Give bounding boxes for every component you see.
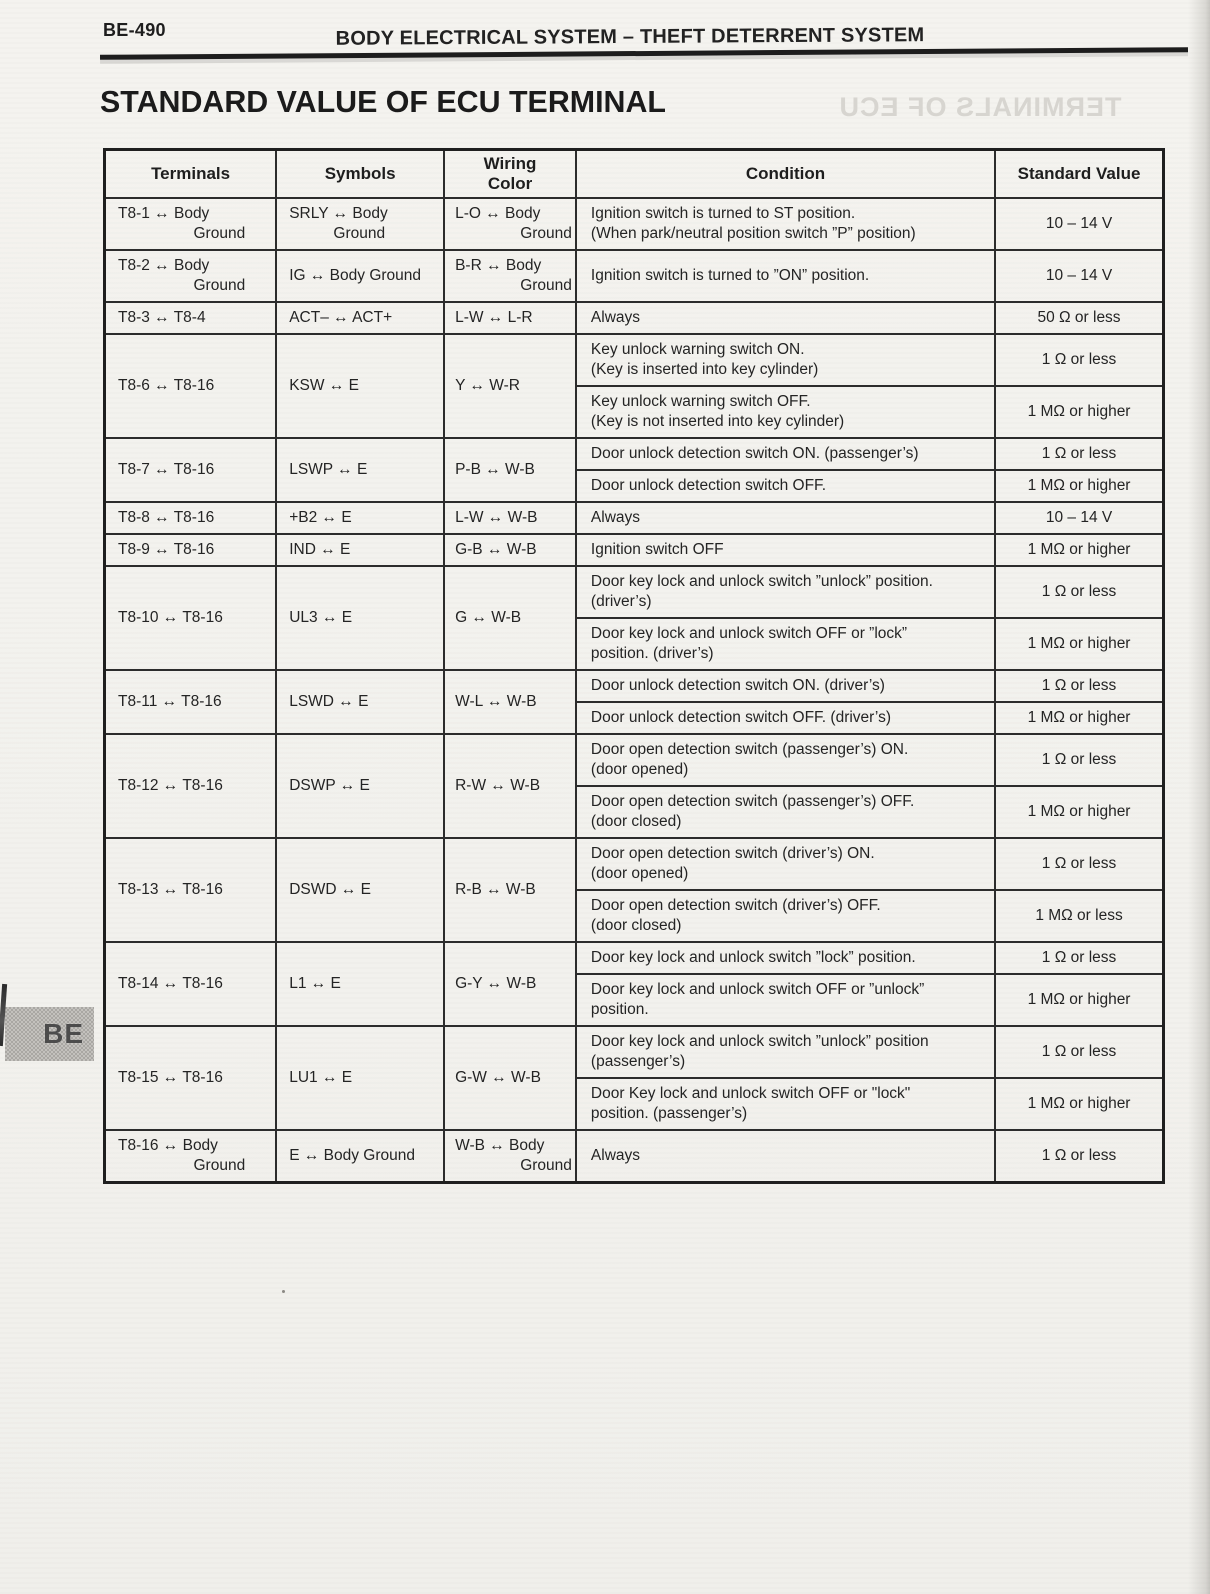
condition-cell	[576, 702, 995, 734]
wiring-color-cell	[444, 334, 576, 438]
condition-cell	[576, 838, 995, 890]
symbols-cell	[276, 438, 444, 502]
cell-line: position.	[590, 1000, 649, 1018]
condition-cell	[576, 734, 995, 786]
cell-line: G ↔ W-B	[455, 608, 522, 626]
wiring-color-cell	[444, 838, 576, 942]
cell-line: Door open detection switch (passenger’s) OFF.	[590, 792, 915, 810]
wiring-color-cell	[444, 502, 576, 534]
symbols-cell	[276, 1130, 444, 1183]
cell-line: Door Key lock and unlock switch OFF or "lock"	[590, 1084, 911, 1102]
cell-line: (driver’s)	[590, 592, 652, 610]
cell-line: LU1 ↔ E	[289, 1068, 353, 1086]
cell-line: (door closed)	[590, 812, 682, 830]
standard-value-cell: 1 Ω or less	[995, 566, 1163, 618]
condition-cell	[576, 534, 995, 566]
cell-line: T8-12 ↔ T8-16	[118, 776, 223, 794]
cell-line: L1 ↔ E	[289, 974, 341, 992]
cell-line: Condition	[745, 163, 826, 183]
condition-cell	[576, 974, 995, 1026]
symbols-cell	[276, 942, 444, 1026]
standard-value-cell: 1 Ω or less	[995, 734, 1163, 786]
cell-line: T8-9 ↔ T8-16	[118, 540, 215, 558]
standard-value-cell: 1 MΩ or higher	[995, 786, 1163, 838]
cell-line: T8-16 ↔ Body	[118, 1136, 218, 1154]
condition-cell	[576, 942, 995, 974]
terminals-cell	[105, 670, 277, 734]
table-row	[105, 1130, 1164, 1183]
cell-line: (door opened)	[590, 760, 689, 778]
cell-line: P-B ↔ W-B	[455, 460, 535, 478]
table-row	[105, 502, 1164, 534]
standard-value-cell: 1 MΩ or higher	[995, 534, 1163, 566]
cell-line: L-W ↔ L-R	[455, 308, 533, 326]
standard-value-cell: 1 Ω or less	[995, 334, 1163, 386]
wiring-color-cell	[444, 942, 576, 1026]
standard-value-cell: 1 MΩ or less	[995, 890, 1163, 942]
table-row	[105, 734, 1164, 786]
cell-line: T8-1 ↔ Body	[118, 204, 210, 222]
terminals-cell	[105, 438, 277, 502]
wiring-color-cell	[444, 198, 576, 250]
table-row	[105, 670, 1164, 702]
cell-line: UL3 ↔ E	[289, 608, 353, 626]
cell-line: ACT– ↔ ACT+	[289, 308, 393, 326]
cell-line: Ground	[520, 224, 572, 242]
page-number: BE-490	[103, 20, 166, 40]
page-edge-shadow	[1188, 0, 1210, 1594]
terminals-cell	[105, 502, 277, 534]
terminals-cell	[105, 942, 277, 1026]
cell-line: KSW ↔ E	[289, 376, 359, 394]
cell-line: Door key lock and unlock switch ”lock” position.	[590, 948, 916, 966]
cell-line: Key unlock warning switch OFF.	[590, 392, 811, 410]
table-row	[105, 334, 1164, 386]
symbols-cell	[276, 670, 444, 734]
cell-line: IG ↔ Body Ground	[289, 266, 422, 284]
condition-cell	[576, 334, 995, 386]
terminals-cell	[105, 566, 277, 670]
symbols-cell	[276, 734, 444, 838]
terminals-cell	[105, 334, 277, 438]
cell-line: (passenger’s)	[590, 1052, 686, 1070]
table-row	[105, 566, 1164, 618]
cell-line: L-W ↔ W-B	[455, 508, 538, 526]
standard-value-cell: 1 Ω or less	[995, 438, 1163, 470]
cell-line: Door unlock detection switch ON. (driver’s)	[590, 676, 885, 694]
condition-cell	[576, 566, 995, 618]
table-header-row	[105, 150, 1164, 198]
page-title: STANDARD VALUE OF ECU TERMINAL	[100, 84, 666, 119]
condition-cell	[576, 438, 995, 470]
condition-cell	[576, 470, 995, 502]
cell-line: R-B ↔ W-B	[455, 880, 536, 898]
cell-line: W-B ↔ Body	[455, 1136, 545, 1154]
cell-line: Door key lock and unlock switch ”unlock” position.	[590, 572, 933, 590]
cell-line: W-L ↔ W-B	[455, 692, 537, 710]
condition-cell	[576, 618, 995, 670]
standard-value-cell: 50 Ω or less	[995, 302, 1163, 334]
condition-cell	[576, 502, 995, 534]
cell-line: Door unlock detection switch OFF. (driver’s)	[590, 708, 891, 726]
col-header-symbols	[276, 150, 444, 198]
cell-line: SRLY ↔ Body	[289, 204, 388, 222]
cell-line: G-Y ↔ W-B	[455, 974, 537, 992]
table-body	[105, 198, 1164, 1183]
cell-line: Door open detection switch (driver’s) OFF.	[590, 896, 881, 914]
terminals-cell	[105, 198, 277, 250]
cell-line: Ground	[193, 224, 246, 242]
cell-line: T8-10 ↔ T8-16	[118, 608, 223, 626]
terminals-cell	[105, 838, 277, 942]
cell-line: Door unlock detection switch OFF.	[590, 476, 827, 494]
cell-line: IND ↔ E	[289, 540, 351, 558]
cell-line: Always	[590, 1146, 641, 1164]
cell-line: T8-2 ↔ Body	[118, 256, 210, 274]
cell-line: Door key lock and unlock switch ”unlock” position	[590, 1032, 929, 1050]
standard-value-cell: 1 MΩ or higher	[995, 618, 1163, 670]
wiring-color-cell	[444, 438, 576, 502]
section-tab-be: BE	[5, 1007, 94, 1061]
terminals-cell	[105, 1026, 277, 1130]
cell-line: G-W ↔ W-B	[455, 1068, 541, 1086]
cell-line: T8-13 ↔ T8-16	[118, 880, 223, 898]
standard-value-cell: 1 Ω or less	[995, 942, 1163, 974]
standard-value-cell: 10 – 14 V	[995, 502, 1163, 534]
table-row	[105, 198, 1164, 250]
cell-line: E ↔ Body Ground	[289, 1146, 415, 1164]
cell-line: Ground	[333, 224, 386, 242]
cell-line: (door opened)	[590, 864, 689, 882]
cell-line: +B2 ↔ E	[289, 508, 352, 526]
cell-line: position. (passenger’s)	[590, 1104, 748, 1122]
cell-line: T8-14 ↔ T8-16	[118, 974, 223, 992]
symbols-cell	[276, 566, 444, 670]
terminals-cell	[105, 534, 277, 566]
cell-line: Ground	[193, 1156, 246, 1174]
standard-value-cell: 1 MΩ or higher	[995, 386, 1163, 438]
symbols-cell	[276, 334, 444, 438]
cell-line: T8-6 ↔ T8-16	[118, 376, 215, 394]
cell-line: Door open detection switch (passenger’s) ON.	[590, 740, 909, 758]
table-row	[105, 942, 1164, 974]
cell-line: Door key lock and unlock switch OFF or ”unlock”	[590, 980, 925, 998]
col-header-terminals	[105, 150, 277, 198]
symbols-cell	[276, 1026, 444, 1130]
table-row	[105, 250, 1164, 302]
cell-line: T8-8 ↔ T8-16	[118, 508, 215, 526]
standard-value-cell: 1 Ω or less	[995, 838, 1163, 890]
terminals-cell	[105, 302, 277, 334]
standard-value-cell: 1 Ω or less	[995, 1130, 1163, 1183]
cell-line: L-O ↔ Body	[455, 204, 541, 222]
wiring-color-cell	[444, 534, 576, 566]
col-header-standard-value	[995, 150, 1163, 198]
col-header-condition	[576, 150, 995, 198]
condition-cell	[576, 302, 995, 334]
cell-line: Ground	[193, 276, 246, 294]
cell-line: Ignition switch OFF	[590, 540, 724, 558]
cell-line: Wiring	[483, 153, 537, 173]
cell-line: Color	[487, 173, 533, 193]
cell-line: Terminals	[151, 163, 231, 183]
symbols-cell	[276, 198, 444, 250]
wiring-color-cell	[444, 670, 576, 734]
condition-cell	[576, 670, 995, 702]
scan-speck	[282, 1290, 285, 1293]
condition-cell	[576, 890, 995, 942]
cell-line: T8-15 ↔ T8-16	[118, 1068, 223, 1086]
cell-line: DSWP ↔ E	[289, 776, 370, 794]
cell-line: R-W ↔ W-B	[455, 776, 541, 794]
condition-cell	[576, 786, 995, 838]
cell-line: (Key is not inserted into key cylinder)	[590, 412, 845, 430]
wiring-color-cell	[444, 734, 576, 838]
cell-line: Door key lock and unlock switch OFF or ”lock”	[590, 624, 908, 642]
standard-value-cell: 1 MΩ or higher	[995, 974, 1163, 1026]
standard-value-cell: 1 MΩ or higher	[995, 470, 1163, 502]
standard-value-cell: 1 Ω or less	[995, 1026, 1163, 1078]
symbols-cell	[276, 302, 444, 334]
cell-line: DSWD ↔ E	[289, 880, 372, 898]
cell-line: T8-7 ↔ T8-16	[118, 460, 215, 478]
terminals-cell	[105, 734, 277, 838]
cell-line: Key unlock warning switch ON.	[590, 340, 805, 358]
standard-value-cell: 10 – 14 V	[995, 250, 1163, 302]
terminals-cell	[105, 1130, 277, 1183]
cell-line: Ground	[520, 1156, 572, 1174]
cell-line: Door open detection switch (driver’s) ON.	[590, 844, 875, 862]
standard-value-cell: 10 – 14 V	[995, 198, 1163, 250]
standard-value-cell: 1 Ω or less	[995, 670, 1163, 702]
cell-line: T8-11 ↔ T8-16	[118, 692, 222, 710]
wiring-color-cell	[444, 1026, 576, 1130]
col-header-wiring-color	[444, 150, 576, 198]
condition-cell	[576, 1130, 995, 1183]
condition-cell	[576, 250, 995, 302]
condition-cell	[576, 1078, 995, 1130]
table-row	[105, 838, 1164, 890]
table-row	[105, 534, 1164, 566]
cell-line: position. (driver’s)	[590, 644, 714, 662]
wiring-color-cell	[444, 250, 576, 302]
table-row	[105, 1026, 1164, 1078]
cell-line: Ignition switch is turned to ST position.	[590, 204, 856, 222]
wiring-color-cell	[444, 566, 576, 670]
cell-line: Always	[590, 508, 641, 526]
cell-line: Ground	[520, 276, 572, 294]
running-header: BODY ELECTRICAL SYSTEM – THEFT DETERRENT SYSTEM	[335, 24, 925, 50]
cell-line: LSWP ↔ E	[289, 460, 368, 478]
wiring-color-cell	[444, 302, 576, 334]
condition-cell	[576, 386, 995, 438]
condition-cell	[576, 1026, 995, 1078]
cell-line: T8-3 ↔ T8-4	[118, 308, 206, 326]
symbols-cell	[276, 838, 444, 942]
wiring-color-cell	[444, 1130, 576, 1183]
ecu-terminal-table	[103, 148, 1165, 1184]
cell-line: LSWD ↔ E	[289, 692, 369, 710]
cell-line: Ignition switch is turned to ”ON” position.	[590, 266, 870, 284]
cell-line: (door closed)	[590, 916, 682, 934]
condition-cell	[576, 198, 995, 250]
cell-line: Symbols	[324, 163, 396, 183]
table-row	[105, 302, 1164, 334]
symbols-cell	[276, 502, 444, 534]
cell-line: Door unlock detection switch ON. (passenger’s)	[590, 444, 919, 462]
cell-line: Standard Value	[1017, 163, 1141, 183]
cell-line: (When park/neutral position switch ”P” position)	[590, 224, 916, 242]
table-header-row	[105, 150, 1164, 198]
terminals-cell	[105, 250, 277, 302]
table-row	[105, 438, 1164, 470]
cell-line: (Key is inserted into key cylinder)	[590, 360, 819, 378]
cell-line: Y ↔ W-R	[455, 376, 520, 394]
bleedthrough-ghost-title: TERMINALS OF ECU	[838, 92, 1122, 122]
cell-line: B-R ↔ Body	[455, 256, 542, 274]
standard-value-cell: 1 MΩ or higher	[995, 1078, 1163, 1130]
cell-line: Always	[590, 308, 641, 326]
symbols-cell	[276, 534, 444, 566]
standard-value-cell: 1 MΩ or higher	[995, 702, 1163, 734]
cell-line: G-B ↔ W-B	[455, 540, 537, 558]
symbols-cell	[276, 250, 444, 302]
